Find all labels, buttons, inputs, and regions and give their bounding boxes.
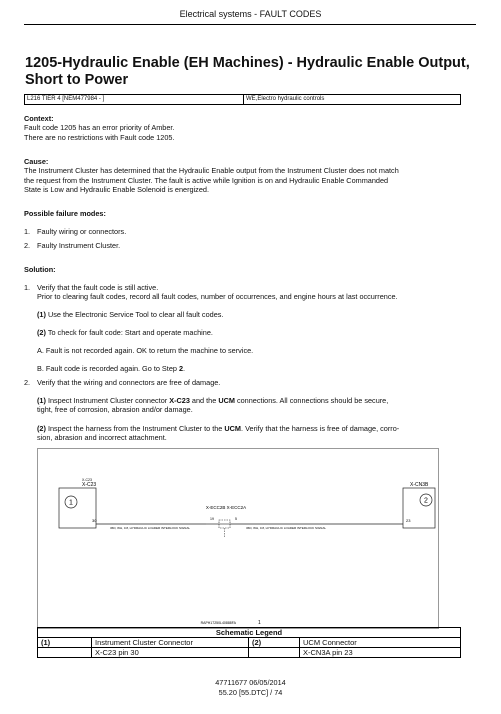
legend-row: (1) Instrument Cluster Connector (2) UCM Connector bbox=[38, 638, 461, 648]
wiring-schematic bbox=[38, 449, 438, 628]
legend-header-row bbox=[38, 628, 461, 638]
applicability-bar bbox=[24, 94, 461, 105]
item-number: 2. bbox=[24, 241, 31, 250]
left-connector-small-label: X-C23 bbox=[82, 478, 92, 482]
solution-heading: Solution: bbox=[24, 265, 56, 274]
wire-left-label: 36D, WH, 0.8, HYDRAULIC LOADER INTERLOCK SIGNAL bbox=[110, 526, 191, 530]
context-line-1: Fault code 1205 has an error priority of Amber. bbox=[24, 123, 175, 133]
context-line-2: There are no restrictions with Fault code 1205. bbox=[24, 132, 175, 142]
figure-reference: RAPH17250L40888FA bbox=[200, 621, 236, 625]
cause-section bbox=[24, 157, 464, 194]
step-1-line-2: Prior to clearing fault codes, record all fault codes, number of occurrences, and engine hours at last occurrence. bbox=[37, 292, 398, 302]
page-header: Electrical systems - FAULT CODES bbox=[179, 9, 322, 19]
cause-line-3: State is Low and Hydraulic Enable Solenoid is energized. bbox=[24, 184, 209, 194]
wire-right-label: 36D, WH, 0.8, HYDRAULIC LOADER INTERLOCK SIGNAL bbox=[246, 526, 327, 530]
inline-pin-right: 5 bbox=[235, 517, 237, 521]
system-applicability: WE,Electro hydraulic controls bbox=[243, 95, 324, 104]
model-applicability: L216 TIER 4 [NEM477984 - ] bbox=[27, 96, 105, 102]
footer-doc-number: 47711677 06/05/2014 bbox=[215, 678, 286, 687]
cause-heading: Cause: bbox=[24, 157, 49, 166]
step-1-outcome-a: A. Fault is not recorded again. OK to return the machine to service. bbox=[37, 346, 254, 355]
wiring-diagram bbox=[37, 448, 439, 629]
figure-number: 1 bbox=[258, 620, 261, 626]
left-connector-label: X-C23 bbox=[82, 482, 97, 488]
right-connector-label: X-CN3B bbox=[410, 482, 429, 488]
cause-line-2: the request from the Instrument Cluster. The fault is active while Ignition is on and Hydraulic Enable Commanded bbox=[24, 175, 389, 185]
legend-title: Schematic Legend bbox=[38, 628, 461, 638]
right-pin-number: 23 bbox=[406, 518, 411, 523]
step-1-substep-1: (1) Use the Electronic Service Tool to clear all fault codes. bbox=[37, 310, 224, 319]
item-text: Faulty Instrument Cluster. bbox=[37, 241, 121, 250]
failure-modes-heading: Possible failure modes: bbox=[24, 209, 106, 218]
title-line-1: 1205-Hydraulic Enable (EH Machines) - Hydraulic Enable Output, bbox=[25, 55, 470, 71]
context-heading: Context: bbox=[24, 114, 54, 123]
inline-pin-left: 19 bbox=[210, 517, 214, 521]
legend-row: X-C23 pin 30 X-CN3A pin 23 bbox=[38, 648, 461, 658]
left-connector-box bbox=[59, 488, 96, 528]
schematic-legend bbox=[37, 627, 461, 658]
step-2-substep-2: (2) Inspect the harness from the Instrument Cluster to the UCM. Verify that the harness is free of damage, corro- sion, abrasion and incorrect attachment. bbox=[37, 424, 400, 443]
inline-connector-label: X-ECC2B X-ECC2A bbox=[205, 505, 247, 510]
left-callout-number: 1 bbox=[69, 499, 73, 507]
cause-line-1: The Instrument Cluster has determined that the Hydraulic Enable output from the Instrument Cluster does not match bbox=[24, 166, 399, 176]
item-number: 1. bbox=[24, 227, 31, 236]
step-2-text: Verify that the wiring and connectors are free of damage. bbox=[37, 378, 221, 387]
step-number: 2. bbox=[24, 378, 31, 387]
step-1-outcome-b: B. Fault code is recorded again. Go to Step 2. bbox=[37, 364, 186, 373]
context-section bbox=[24, 114, 464, 142]
right-callout-number: 2 bbox=[424, 497, 428, 505]
item-text: Faulty wiring or connectors. bbox=[37, 227, 127, 236]
footer-page-number: 55.20 [55.DTC] / 74 bbox=[218, 688, 283, 697]
step-number: 1. bbox=[24, 283, 31, 292]
header-rule bbox=[24, 24, 476, 25]
step-2-substep-1: (1) Inspect Instrument Cluster connector X-C23 and the UCM connections. All connections should be secure, tight, free of corrosion, abrasion and/or damage. bbox=[37, 396, 389, 415]
left-pin-number: 30 bbox=[92, 518, 97, 523]
step-1-line-1: Verify that the fault code is still active. bbox=[37, 283, 159, 292]
page-title bbox=[25, 55, 480, 89]
title-line-2: Short to Power bbox=[25, 72, 129, 88]
step-1-substep-2: (2) To check for fault code: Start and operate machine. bbox=[37, 328, 213, 337]
